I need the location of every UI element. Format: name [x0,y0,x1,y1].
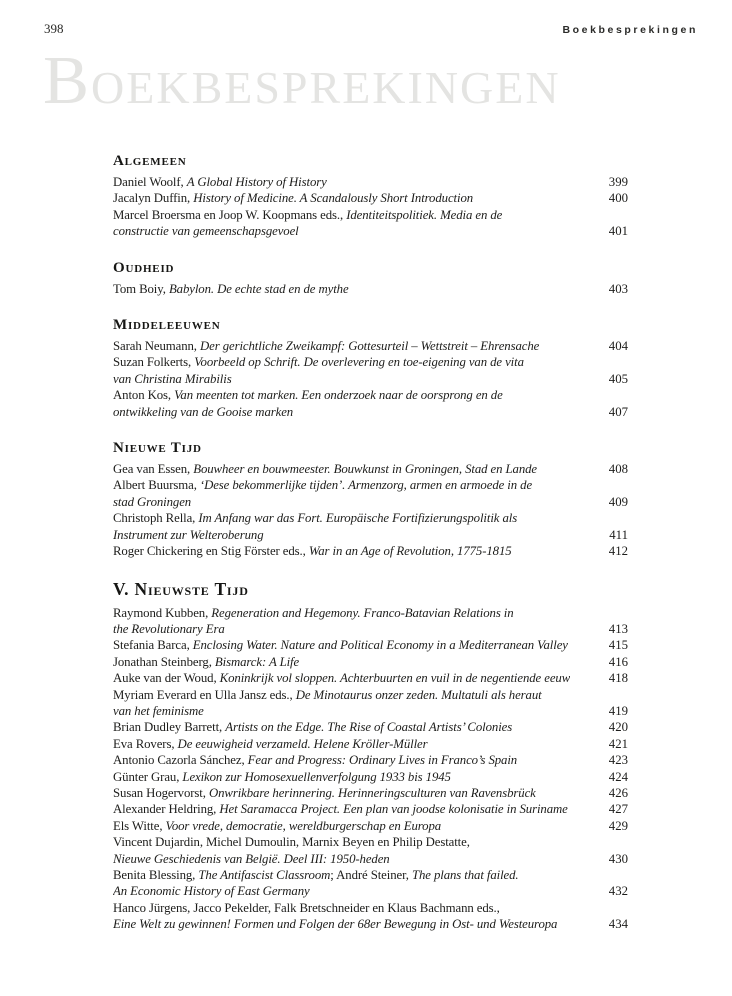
entry-title-segment: Fear and Progress: Ordinary Lives in Franco’s Spain [247,753,518,768]
entry-text [113,752,517,768]
toc-entry-line [113,174,628,190]
toc-section-nieuwe-tijd [113,439,628,559]
entry-title-segment: Het Saramacca Project. Een plan van joodse kolonisatie in Suriname [219,802,568,817]
entry-text [113,371,232,387]
entry-page-number: 403 [608,281,628,296]
entry-text [113,801,568,817]
entry-text [113,387,503,403]
entry-page-number: 420 [608,720,628,735]
entry-text [113,670,570,686]
entry-text [113,883,310,899]
entry-author-segment: Antonio Cazorla Sánchez, [113,753,248,768]
toc-entry-line [113,404,628,420]
entry-page-number: 434 [608,917,628,932]
entry-page-number: 407 [608,404,628,419]
toc-section-middeleeuwen [113,316,628,420]
toc-entry-line [113,769,628,785]
entry-title-segment: Bouwheer en bouwmeester. Bouwkunst in Groningen, Stad en Lande [193,462,538,477]
entry-text [113,527,264,543]
entry-page-number: 400 [608,191,628,206]
entry-title-segment: Der gerichtliche Zweikampf: Gottesurteil – Wettstreit – Ehrensache [200,339,540,354]
entry-page-number: 412 [608,544,628,559]
entry-text [113,736,428,752]
entry-text [113,851,390,867]
entry-author-segment: Vincent Dujardin, Michel Dumoulin, Marnix Beyen en Philip Destatte, [113,835,470,850]
entry-page-number: 421 [608,736,628,751]
entry-title-segment: Nieuwe Geschiedenis van België. Deel III: 1950-heden [113,851,390,866]
entry-text [113,916,557,932]
toc-entry-line [113,883,628,899]
entry-text [113,494,191,510]
entry-text [113,605,514,621]
section-heading: Middeleeuwen [113,317,221,334]
entry-author-segment: Tom Boiy, [113,281,169,296]
entry-title-segment: Voor vrede, democratie, wereldburgerschap en Europa [165,818,442,833]
entry-title-segment: Instrument zur Welteroberung [113,527,264,542]
entry-author-segment: Eva Rovers, [113,736,178,751]
entry-title-segment: ontwikkeling van de Gooise marken [113,404,294,419]
entry-author-segment: Brian Dudley Barrett, [113,720,226,735]
toc-sections [113,152,628,952]
entry-author-segment: Marcel Broersma en Joop W. Koopmans eds., [113,207,347,222]
toc-section-algemeen [113,152,628,240]
entry-text [113,338,539,354]
toc-entry-line [113,281,628,297]
entry-author-segment: Hanco Jürgens, Jacco Pekelder, Falk Bretschneider en Klaus Bachmann eds., [113,900,500,915]
toc-entry-line [113,687,628,703]
entry-author-segment: Susan Hogervorst, [113,785,209,800]
entry-author-segment: Daniel Woolf, [113,175,187,189]
entry-title-segment: Im Anfang war das Fort. Europäische Fortifizierungspolitik als [198,511,518,526]
toc-entry-line [113,851,628,867]
entry-page-number: 409 [608,494,628,509]
entry-title-segment: van Christina Mirabilis [113,371,232,386]
entry-author-segment: ; André Steiner, [330,868,412,882]
toc-entry-line [113,637,628,653]
entry-page-number: 419 [608,703,628,718]
entry-page-number: 432 [608,884,628,899]
entry-text [113,477,532,493]
entry-text [113,719,512,735]
toc-entry-line [113,190,628,206]
entry-title-segment: Babylon. De echte stad en de mythe [168,281,349,296]
toc-entry-line [113,494,628,510]
entry-title-segment: ‘Dese bekommerlijke tijden’. Armenzorg, armen en armoede in de [199,478,533,493]
entry-text [113,785,536,801]
journal-title-rest: OEKBESPREKINGEN [91,62,561,113]
toc-entry-line [113,834,628,850]
toc-entry-line [113,670,628,686]
entry-page-number: 430 [608,851,628,866]
entry-author-segment: Alexander Heldring, [113,802,220,817]
entry-text [113,461,537,477]
entry-page-number: 415 [608,638,628,653]
entry-page-number: 416 [608,654,628,669]
section-heading: Nieuwe Tijd [113,440,202,457]
entry-page-number: 411 [609,527,628,542]
entry-title-segment: Bismarck: A Life [214,654,300,669]
toc-entry-line [113,818,628,834]
entry-title-segment: Lexikon zur Homosexuellenverfolgung 1933 bis 1945 [182,769,451,784]
entry-text [113,703,204,719]
entry-page-number: 404 [608,339,628,354]
page-folio: 398 [44,21,64,36]
toc-entry-line [113,785,628,801]
entry-title-segment: Enclosing Water. Nature and Political Economy in a Mediterranean Valley [192,638,568,653]
toc-entry-line [113,510,628,526]
entry-title-segment: The plans that failed. [411,868,519,882]
entry-title-segment: Eine Welt zu gewinnen! Formen und Folgen der 68er Bewegung in Ost- und Westeuropa [113,917,558,932]
toc-entry-line [113,605,628,621]
entry-text [113,543,512,559]
toc-entry-line [113,867,628,883]
toc-entry-line [113,338,628,354]
entry-title-segment: Artists on the Edge. The Rise of Coastal Artists’ Colonies [225,720,513,735]
entry-page-number: 427 [608,802,628,817]
entry-author-segment: Anton Kos, [113,388,175,403]
section-heading: Algemeen [113,153,187,169]
entry-page-number: 399 [608,175,628,189]
entry-author-segment: Auke van der Woud, [113,671,220,686]
toc-entry-line [113,387,628,403]
toc-entry-line [113,703,628,719]
entry-text [113,190,473,206]
entry-author-segment: Suzan Folkerts, [113,355,195,370]
toc-entry-line [113,371,628,387]
entry-page-number: 408 [608,462,628,477]
toc-entry-line [113,916,628,932]
entry-author-segment: Raymond Kubben, [113,605,212,620]
entry-page-number: 401 [608,224,628,239]
toc-entry-line [113,354,628,370]
entry-text [113,207,502,223]
toc-entry-line [113,801,628,817]
toc-entry-line [113,900,628,916]
entry-title-segment: Onwrikbare herinnering. Herinneringsculturen van Ravensbrück [208,785,536,800]
toc-entry-line [113,543,628,559]
toc-entry-line [113,207,628,223]
toc-entry-line [113,736,628,752]
entry-text [113,281,349,297]
entry-text [113,654,299,670]
entry-author-segment: Sarah Neumann, [113,339,200,354]
toc-entry-line [113,621,628,637]
journal-title-initial: B [43,42,92,118]
entry-text [113,223,299,239]
entry-text [113,687,542,703]
entry-text [113,621,225,637]
toc-section-v-nieuwste-tijd [113,579,628,933]
entry-author-segment: Els Witte, [113,818,166,833]
entry-page-number: 424 [608,769,628,784]
section-heading: Oudheid [113,259,175,276]
entry-author-segment: Benita Blessing, [113,868,199,882]
toc-entry-line [113,719,628,735]
entry-page-number: 426 [608,785,628,800]
journal-title [43,42,561,118]
entry-title-segment: the Revolutionary Era [113,621,225,636]
entry-title-segment: Regeneration and Hegemony. Franco-Batavian Relations in [211,605,514,620]
entry-title-segment: Voorbeeld op Schrift. De overlevering en toe-eigening van de vita [194,355,524,370]
entry-page-number: 423 [608,753,628,768]
section-heading: V. Nieuwste Tijd [113,578,249,599]
entry-title-segment: A Global History of History [186,175,327,189]
entry-title-segment: van het feminisme [113,703,204,718]
entry-title-segment: Van meenten tot marken. Een onderzoek naar de oorsprong en de [174,388,503,403]
entry-author-segment: Roger Chickering en Stig Förster eds., [113,544,309,559]
entry-title-segment: stad Groningen [113,494,192,509]
entry-title-segment: History of Medicine. A Scandalously Short Introduction [193,191,474,206]
entry-title-segment: De Minotaurus onzer zeden. Multatuli als heraut [295,687,542,702]
running-header [44,21,698,37]
entry-title-segment: De eeuwigheid verzameld. Helene Kröller-Müller [177,736,428,751]
entry-text [113,174,327,190]
entry-page-number: 413 [608,621,628,636]
entry-text [113,637,568,653]
entry-title-segment: Identiteitspolitiek. Media en de [346,207,503,222]
toc-entry-line [113,223,628,239]
entry-author-segment: Stefania Barca, [113,638,193,653]
entry-title-segment: Koninkrijk vol sloppen. Achterbuurten en vuil in de negentiende eeuw [219,671,571,686]
toc-entry-line [113,654,628,670]
entry-title-segment: constructie van gemeenschapsgevoel [113,224,299,239]
entry-author-segment: Gea van Essen, [113,462,194,477]
entry-text [113,818,441,834]
entry-title-segment: The Antifascist Classroom [198,868,331,882]
entry-author-segment: Albert Buursma, [113,478,200,493]
toc-entry-line [113,461,628,477]
toc-entry-line [113,527,628,543]
entry-author-segment: Günter Grau, [113,769,183,784]
entry-text [113,867,519,883]
entry-author-segment: Myriam Everard en Ulla Jansz eds., [113,687,296,702]
entry-page-number: 429 [608,818,628,833]
entry-author-segment: Jonathan Steinberg, [113,654,215,669]
running-header-title: Boekbesprekingen [562,24,698,36]
entry-title-segment: An Economic History of East Germany [113,884,310,899]
entry-text [113,900,500,916]
entry-text [113,354,524,370]
entry-text [113,404,293,420]
entry-text [113,769,451,785]
toc-section-oudheid [113,259,628,297]
entry-text [113,510,517,526]
entry-page-number: 405 [608,371,628,386]
entry-title-segment: War in an Age of Revolution, 1775-1815 [308,544,512,559]
entry-author-segment: Christoph Rella, [113,511,199,526]
entry-text [113,834,470,850]
toc-entry-line [113,477,628,493]
entry-author-segment: Jacalyn Duffin, [113,191,194,206]
toc-entry-line [113,752,628,768]
entry-page-number: 418 [608,671,628,686]
